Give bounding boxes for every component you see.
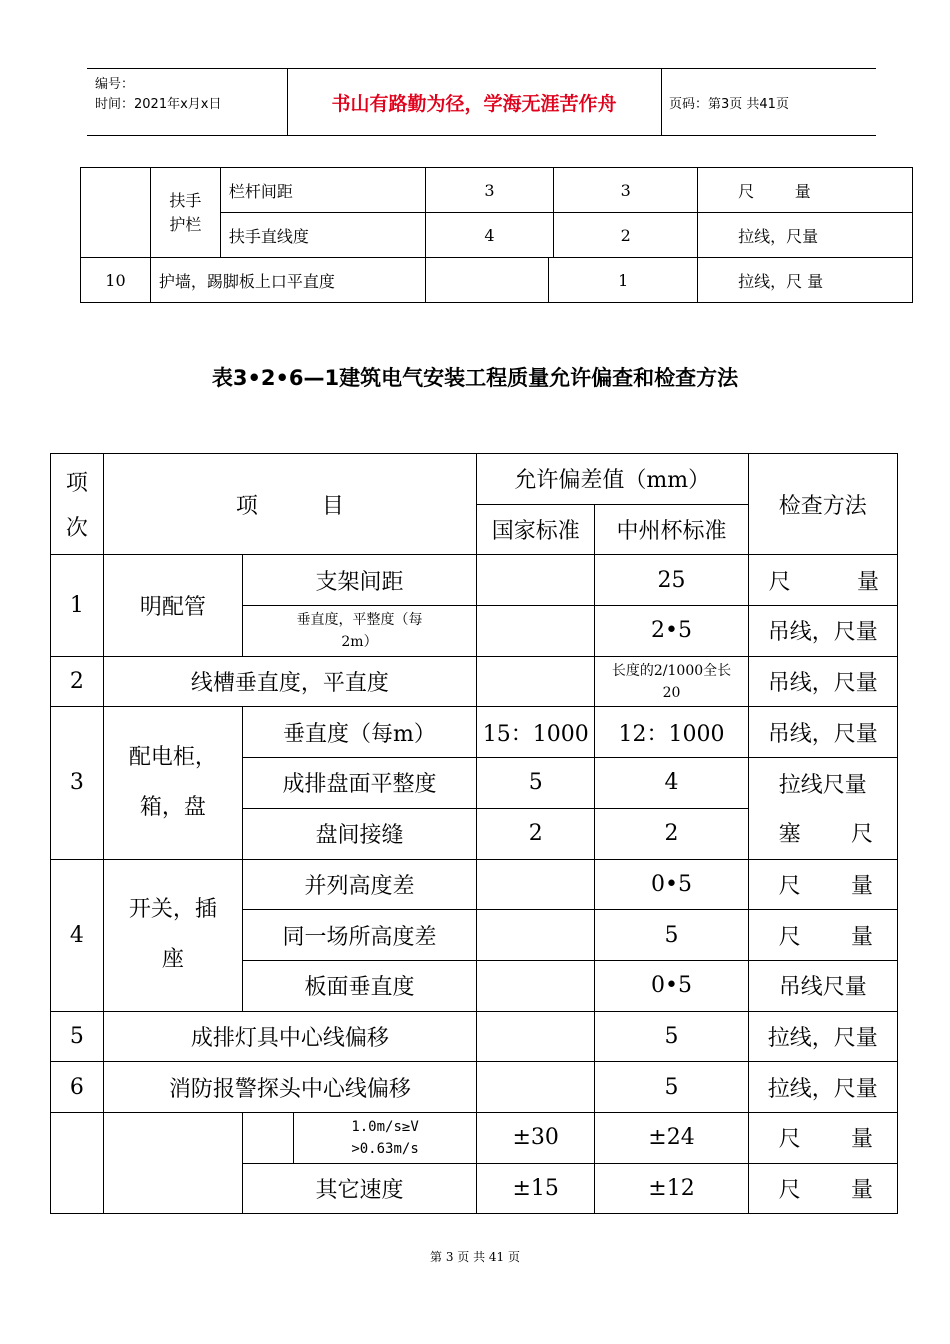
item-cell: 成排盘面平整度: [242, 758, 476, 809]
national-value: 2: [477, 808, 595, 859]
method-cell: 吊线，尺量: [748, 707, 897, 758]
row-number-cell: 10: [81, 258, 151, 303]
zhongzhou-value: ±12: [595, 1163, 748, 1214]
table-row: [51, 1062, 898, 1113]
national-value: [477, 656, 595, 707]
time-label: 时间：2021年x月x日: [95, 97, 222, 112]
method-cell: 吊线尺量: [748, 960, 897, 1011]
method-cell: 尺 量: [748, 910, 897, 961]
method-cell: 尺 量: [748, 555, 897, 606]
national-value: 4: [425, 213, 554, 258]
national-value: [477, 910, 595, 961]
national-value: [477, 1062, 595, 1113]
method-cell: 尺 量: [748, 1112, 897, 1163]
table-row: [51, 1011, 898, 1062]
page-footer: 第 3 页 共 41 页: [430, 1250, 520, 1264]
method-cell: 拉线，尺量: [698, 213, 913, 258]
header-deviation: 允许偏差值（mm）: [477, 454, 749, 505]
item-cell: 其它速度: [242, 1163, 476, 1214]
header-zhongzhou: 中州杯标准: [595, 504, 748, 555]
row-number-cell: 5: [51, 1011, 104, 1062]
national-value: 3: [425, 168, 554, 213]
national-value: [477, 960, 595, 1011]
item-cell: 垂直度（每m）: [242, 707, 476, 758]
sub-item-cell: [242, 1112, 293, 1163]
method-cell: 拉线尺量 塞 尺: [748, 758, 897, 859]
zhongzhou-value: 4: [595, 758, 748, 809]
row-number-cell: 1: [51, 555, 104, 656]
header-meta: [87, 69, 288, 135]
table-title: 表3•2•6—1建筑电气安装工程质量允许偏查和检查方法: [211, 366, 739, 390]
page-header: [87, 68, 876, 136]
national-value: 5: [477, 758, 595, 809]
zhongzhou-value: 25: [595, 555, 748, 606]
serial-label: 编号：: [95, 77, 135, 92]
national-value: [477, 1011, 595, 1062]
table-row: [51, 555, 898, 606]
method-cell: 尺 量: [748, 1163, 897, 1214]
header-item: 项 目: [103, 454, 476, 555]
row-number-cell: 3: [51, 707, 104, 859]
item-cell: 护墙，踢脚板上口平直度: [150, 258, 425, 303]
group-name-cell: 明配管: [103, 555, 242, 656]
method-cell: 尺 量: [698, 168, 913, 213]
item-cell: 1.0m/s≥V >0.63m/s: [294, 1112, 477, 1163]
zhongzhou-value: 1: [549, 258, 698, 303]
item-cell: 线槽垂直度，平直度: [103, 656, 476, 707]
row-number-cell: [81, 168, 151, 258]
method-cell: 拉线，尺量: [748, 1062, 897, 1113]
header-method: 检查方法: [748, 454, 897, 555]
group-name-cell: 配电柜，箱，盘: [103, 707, 242, 859]
item-cell: 消防报警探头中心线偏移: [103, 1062, 476, 1113]
zhongzhou-value: 0•5: [595, 859, 748, 910]
item-cell: 扶手直线度: [220, 213, 425, 258]
group-name-cell: [103, 1112, 242, 1213]
table-row: [81, 258, 913, 303]
national-value: ±15: [477, 1163, 595, 1214]
zhongzhou-value: 2: [554, 213, 698, 258]
item-cell: 并列高度差: [242, 859, 476, 910]
header-no: 项 次: [51, 454, 104, 555]
table-row: [81, 168, 913, 213]
item-cell: 板面垂直度: [242, 960, 476, 1011]
national-value: [477, 859, 595, 910]
table-row: [51, 656, 898, 707]
row-number-cell: 6: [51, 1062, 104, 1113]
method-cell: 吊线，尺量: [748, 656, 897, 707]
zhongzhou-value: 5: [595, 1062, 748, 1113]
method-cell: 拉线，尺量: [748, 1011, 897, 1062]
table-row: [51, 707, 898, 758]
zhongzhou-value: 12：1000: [595, 707, 748, 758]
group-label: 扶手护栏: [150, 168, 220, 258]
item-cell: 栏杆间距: [220, 168, 425, 213]
row-number-cell: [51, 1112, 104, 1213]
group-name-cell: 开关，插座: [103, 859, 242, 1011]
header-row: [51, 454, 898, 505]
table-row: [51, 1112, 898, 1163]
method-cell: 尺 量: [748, 859, 897, 910]
zhongzhou-value: 0•5: [595, 960, 748, 1011]
item-cell: 盘间接缝: [242, 808, 476, 859]
zhongzhou-value: 5: [595, 910, 748, 961]
zhongzhou-value: 3: [554, 168, 698, 213]
national-value: [477, 606, 595, 657]
row-number-cell: 2: [51, 656, 104, 707]
item-cell: 成排灯具中心线偏移: [103, 1011, 476, 1062]
national-value: 15：1000: [477, 707, 595, 758]
zhongzhou-value: ±24: [595, 1112, 748, 1163]
zhongzhou-value: 2•5: [595, 606, 748, 657]
zhongzhou-value: 5: [595, 1011, 748, 1062]
national-value: [477, 555, 595, 606]
table-row: [51, 859, 898, 910]
header-page-number: 页码：第3页 共41页: [669, 96, 789, 112]
header-national: 国家标准: [477, 504, 595, 555]
method-cell: 吊线，尺量: [748, 606, 897, 657]
zhongzhou-value: 2: [595, 808, 748, 859]
national-value: [425, 258, 549, 303]
header-slogan: 书山有路勤为径，学海无涯苦作舟: [287, 69, 662, 135]
zhongzhou-value: 长度的2/1000全长20: [595, 656, 748, 707]
continuation-table: [80, 167, 913, 303]
item-cell: 垂直度，平整度（每2m）: [242, 606, 476, 657]
item-cell: 支架间距: [242, 555, 476, 606]
electrical-quality-table: [50, 453, 898, 1214]
method-cell: 拉线，尺 量: [698, 258, 913, 303]
national-value: ±30: [477, 1112, 595, 1163]
row-number-cell: 4: [51, 859, 104, 1011]
item-cell: 同一场所高度差: [242, 910, 476, 961]
